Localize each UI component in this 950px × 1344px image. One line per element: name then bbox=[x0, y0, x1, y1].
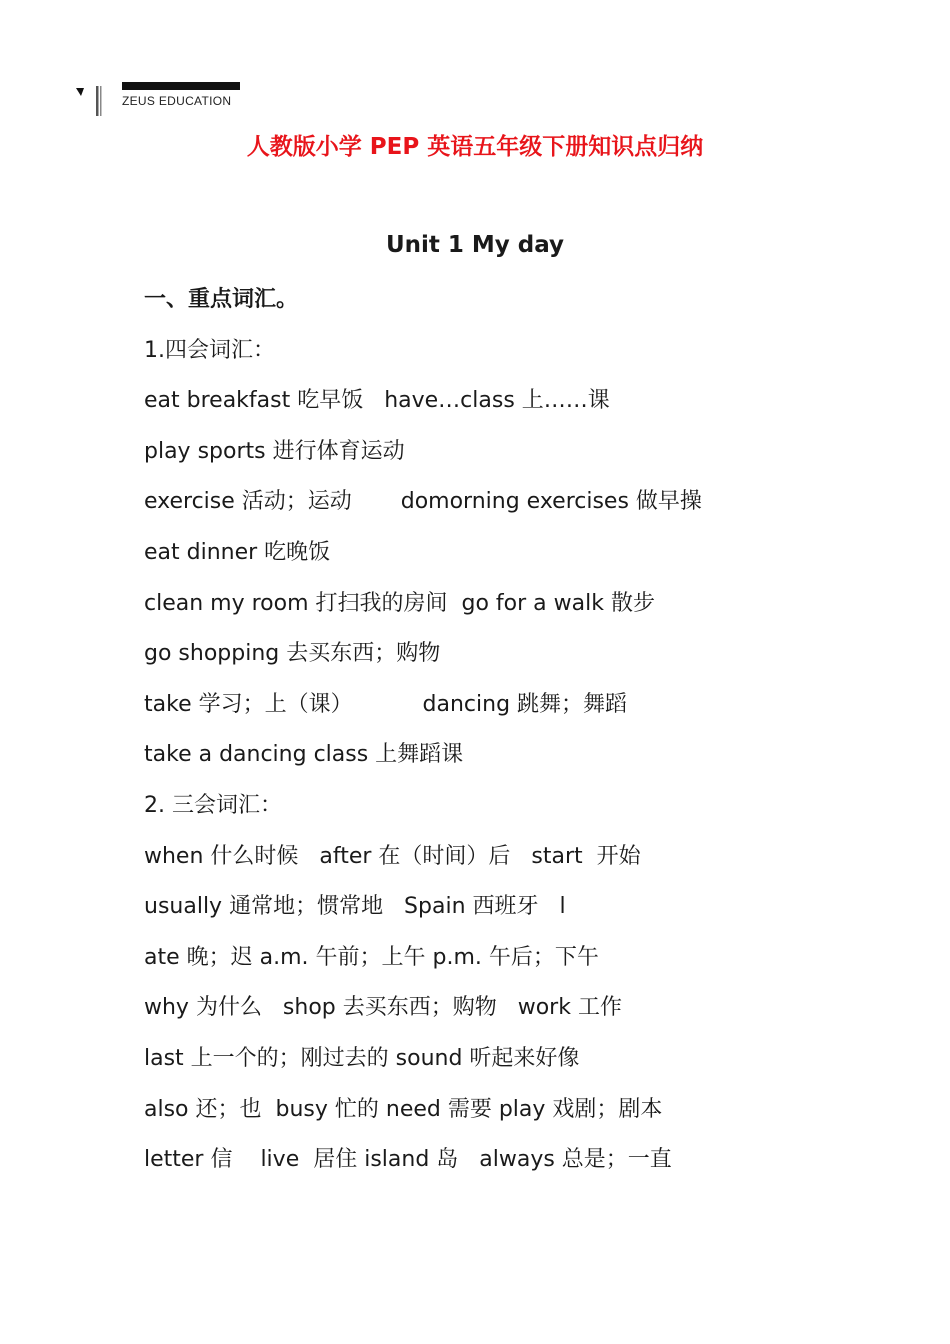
vocab-line: take 学习；上（课） dancing 跳舞；舞蹈 bbox=[144, 691, 628, 717]
vocab-line: usually 通常地；惯常地 Spain 西班牙 l bbox=[144, 894, 566, 920]
vocab-line: last 上一个的；刚过去的 sound 听起来好像 bbox=[144, 1045, 580, 1071]
vocab-line: clean my room 打扫我的房间 go for a walk 散步 bbox=[144, 590, 655, 616]
vocab-line: eat dinner 吃晚饭 bbox=[144, 539, 331, 565]
vocab-line: eat breakfast 吃早饭 have…class 上……课 bbox=[144, 388, 610, 414]
vocab-line: why 为什么 shop 去买东西；购物 work 工作 bbox=[144, 995, 622, 1021]
document-title: 人教版小学 PEP 英语五年级下册知识点归纳 bbox=[246, 134, 704, 160]
vocab-line: exercise 活动；运动 domorning exercises 做早操 bbox=[144, 489, 702, 515]
vocab-line: take a dancing class 上舞蹈课 bbox=[144, 742, 464, 768]
subsection-heading: 1.四会词汇： bbox=[144, 337, 275, 363]
brand-logo bbox=[76, 82, 256, 116]
logo-text: ZEUS EDUCATION bbox=[122, 94, 232, 108]
unit-title: Unit 1 My day bbox=[385, 232, 565, 258]
vocab-line: also 还；也 busy 忙的 need 需要 play 戏剧；剧本 bbox=[144, 1096, 663, 1122]
logo-mark-icon bbox=[76, 82, 102, 116]
subsection-heading: 2. 三会词汇： bbox=[144, 792, 282, 818]
section-heading: 一、重点词汇。 bbox=[144, 287, 299, 312]
vocab-line: ate 晚；迟 a.m. 午前；上午 p.m. 午后；下午 bbox=[144, 944, 599, 970]
vocab-line: go shopping 去买东西；购物 bbox=[144, 641, 441, 667]
vocab-line: play sports 进行体育运动 bbox=[144, 438, 405, 464]
logo-wordmark-band bbox=[122, 82, 240, 90]
vocabulary-content bbox=[144, 283, 844, 1194]
vocab-line: when 什么时候 after 在（时间）后 start 开始 bbox=[144, 843, 641, 869]
vocab-line: letter 信 live 居住 island 岛 always 总是；一直 bbox=[144, 1147, 672, 1173]
